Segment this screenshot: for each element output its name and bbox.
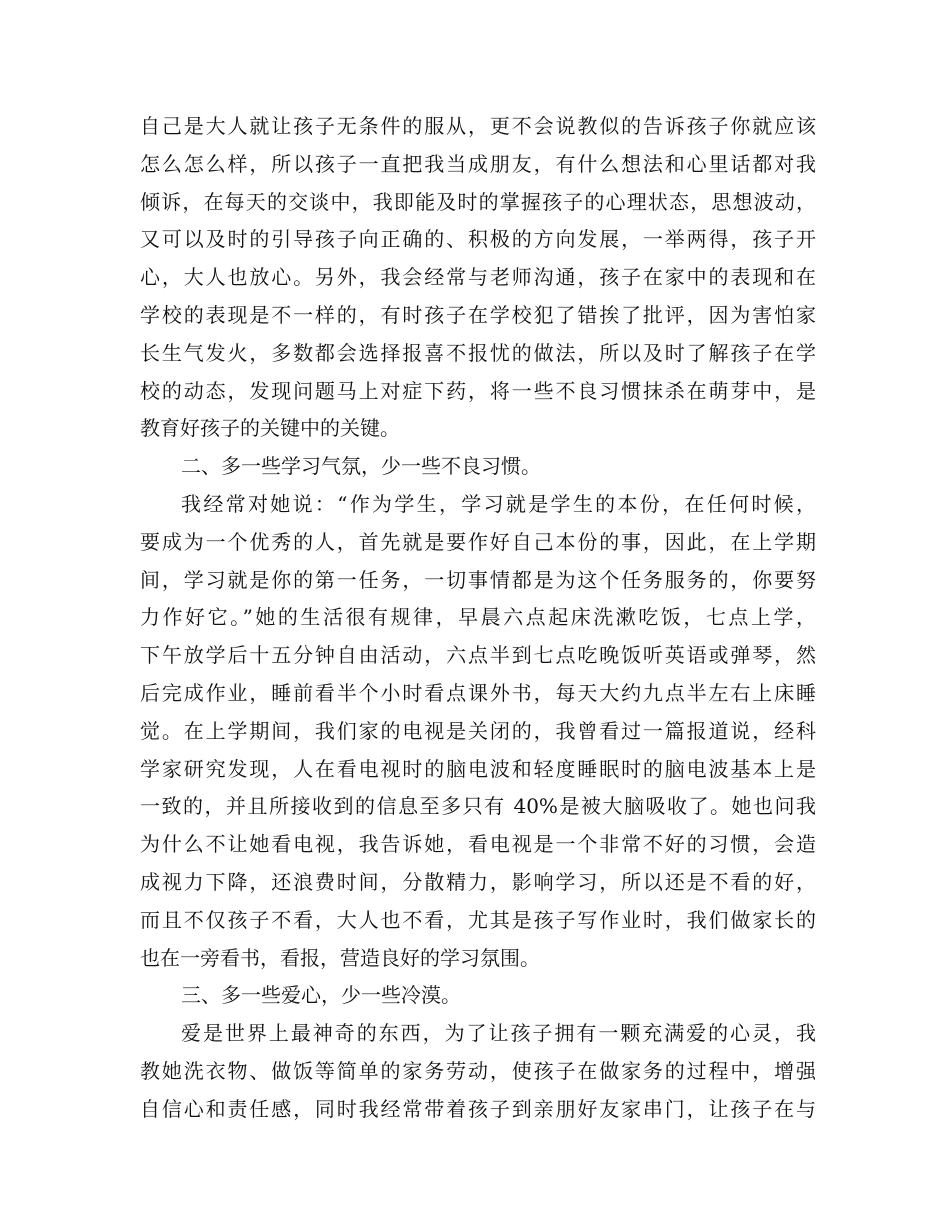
text-line: 教她洗衣物、做饭等简单的家务劳动，使孩子在做家务的过程中，增强 <box>140 1058 816 1083</box>
text-line: 校的动态，发现问题马上对症下药，将一些不良习惯抹杀在萌芽中，是 <box>140 378 816 403</box>
text-line: 而且不仅孩子不看，大人也不看，尤其是孩子写作业时，我们做家长的 <box>140 907 816 932</box>
text-line: 为什么不让她看电视，我告诉她，看电视是一个非常不好的习惯，会造 <box>140 832 816 857</box>
text-line: 心，大人也放心。另外，我会经常与老师沟通，孩子在家中的表现和在 <box>140 265 816 290</box>
text-line: 我经常对她说：“作为学生，学习就是学生的本份，在任何时候， <box>181 491 816 516</box>
text-line: 一致的，并且所接收到的信息至多只有 40%是被大脑吸收了。她也问我 <box>140 794 816 819</box>
text-line: 学家研究发现，人在看电视时的脑电波和轻度睡眠时的脑电波基本上是 <box>140 756 816 781</box>
text-line: 三、多一些爱心，少一些冷漠。 <box>181 983 461 1008</box>
text-line: 学校的表现是不一样的，有时孩子在学校犯了错挨了批评，因为害怕家 <box>140 302 816 327</box>
text-line: 自信心和责任感，同时我经常带着孩子到亲朋好友家串门，让孩子在与 <box>140 1096 816 1121</box>
text-line: 下午放学后十五分钟自由活动，六点半到七点吃晚饭听英语或弹琴，然 <box>140 643 816 668</box>
text-line: 力作好它。”她的生活很有规律，早晨六点起床洗漱吃饭，七点上学， <box>140 605 816 630</box>
text-line: 爱是世界上最神奇的东西，为了让孩子拥有一颗充满爱的心灵，我 <box>181 1021 816 1046</box>
document-body <box>140 108 816 1129</box>
text-line: 教育好孩子的关键中的关键。 <box>140 416 400 441</box>
text-line: 后完成作业，睡前看半个小时看点课外书，每天大约九点半左右上床睡 <box>140 680 816 705</box>
text-line: 长生气发火，多数都会选择报喜不报忧的做法，所以及时了解孩子在学 <box>140 340 816 365</box>
text-line: 自己是大人就让孩子无条件的服从，更不会说教似的告诉孩子你就应该 <box>140 114 816 138</box>
text-line: 怎么怎么样，所以孩子一直把我当成朋友，有什么想法和心里话都对我 <box>140 151 816 176</box>
text-line: 倾诉，在每天的交谈中，我即能及时的掌握孩子的心理状态，思想波动， <box>140 189 816 214</box>
text-line: 二、多一些学习气氛，少一些不良习惯。 <box>181 454 541 479</box>
text-line: 要成为一个优秀的人，首先就是要作好自己本份的事，因此，在上学期 <box>140 529 816 554</box>
text-line: 成视力下降，还浪费时间，分散精力，影响学习，所以还是不看的好， <box>140 869 816 894</box>
text-line: 又可以及时的引导孩子向正确的、积极的方向发展，一举两得，孩子开 <box>140 227 816 252</box>
text-line: 觉。在上学期间，我们家的电视是关闭的，我曾看过一篇报道说，经科 <box>140 718 816 743</box>
text-line: 间，学习就是你的第一任务，一切事情都是为这个任务服务的，你要努 <box>140 567 816 592</box>
text-line: 也在一旁看书，看报，营造良好的学习氛围。 <box>140 945 540 970</box>
